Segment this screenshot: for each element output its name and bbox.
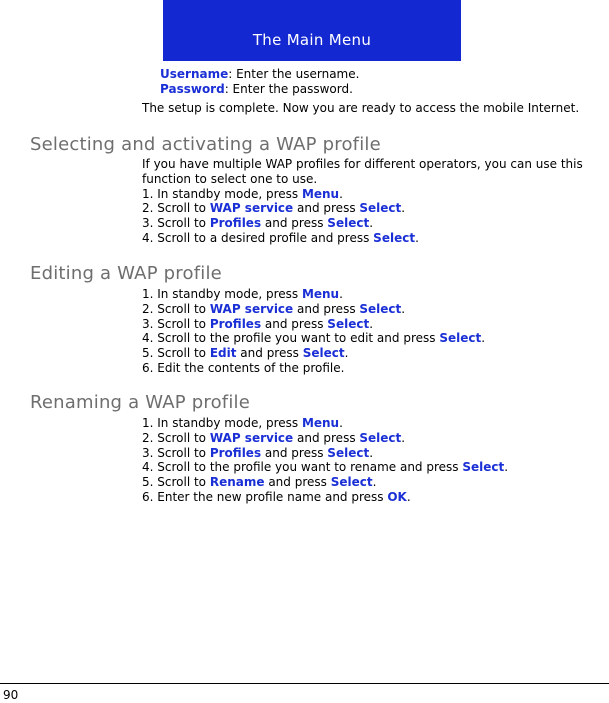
step-keyword: Profiles xyxy=(209,316,262,331)
page-number: 90 xyxy=(3,688,19,702)
step-line: 1. In standby mode, press Menu. xyxy=(142,287,343,301)
step-line: 6. Edit the contents of the profile. xyxy=(142,360,345,375)
password-label: Password xyxy=(160,82,225,96)
step-keyword: OK xyxy=(387,489,407,504)
step-keyword: Profiles xyxy=(209,445,262,460)
step-line: 4. Scroll to a desired profile and press Select. xyxy=(142,230,419,245)
step-line: 4. Scroll to the profile you want to edit and press Select. xyxy=(142,331,486,346)
section-paragraph: If you have multiple WAP profiles for different operators, you can use this xyxy=(142,157,583,171)
step-keyword: Rename xyxy=(209,475,265,490)
step-keyword: Select xyxy=(462,460,505,475)
section-body-edit-profile xyxy=(142,287,485,376)
section-heading-select-profile: Selecting and activating a WAP profile xyxy=(30,134,381,155)
step-line: 1. In standby mode, press Menu. xyxy=(142,416,343,430)
section-heading-edit-profile: Editing a WAP profile xyxy=(30,263,222,284)
username-label: Username xyxy=(160,67,229,81)
step-line: 6. Enter the new profile name and press OK. xyxy=(142,489,411,504)
step-keyword: Edit xyxy=(209,346,237,361)
step-keyword: WAP service xyxy=(209,301,294,316)
step-keyword: Menu xyxy=(301,186,340,201)
step-line: 4. Scroll to the profile you want to rename and press Select. xyxy=(142,460,509,475)
username-line xyxy=(160,67,359,82)
step-keyword: Profiles xyxy=(209,216,262,231)
password-line xyxy=(160,82,353,97)
step-keyword: WAP service xyxy=(209,430,294,445)
footer-divider xyxy=(0,683,609,684)
step-line: 3. Scroll to Profiles and press Select. xyxy=(142,216,374,231)
step-keyword: Select xyxy=(373,230,416,245)
step-keyword: WAP service xyxy=(209,201,294,216)
step-line: 3. Scroll to Profiles and press Select. xyxy=(142,445,374,460)
step-keyword: Select xyxy=(439,331,482,346)
setup-complete-text: The setup is complete. Now you are ready to access the mobile Internet. xyxy=(142,101,580,115)
step-line: 5. Scroll to Edit and press Select. xyxy=(142,346,349,361)
step-line: 3. Scroll to Profiles and press Select. xyxy=(142,316,374,331)
step-keyword: Menu xyxy=(301,287,340,301)
section-body-select-profile xyxy=(142,157,583,246)
main-menu-banner xyxy=(163,0,461,61)
step-line: 5. Scroll to Rename and press Select. xyxy=(142,475,377,490)
step-line: 2. Scroll to WAP service and press Select. xyxy=(142,201,406,216)
step-keyword: Menu xyxy=(301,416,340,430)
step-line: 2. Scroll to WAP service and press Select. xyxy=(142,430,406,445)
password-text: : Enter the password. xyxy=(224,82,353,96)
username-text: : Enter the username. xyxy=(228,67,360,81)
section-body-rename-profile xyxy=(142,416,508,505)
section-paragraph: function to select one to use. xyxy=(142,171,318,186)
banner-title: The Main Menu xyxy=(252,31,372,49)
step-line: 1. In standby mode, press Menu. xyxy=(142,186,343,201)
section-heading-rename-profile: Renaming a WAP profile xyxy=(30,392,251,413)
step-line: 2. Scroll to WAP service and press Select. xyxy=(142,301,406,316)
